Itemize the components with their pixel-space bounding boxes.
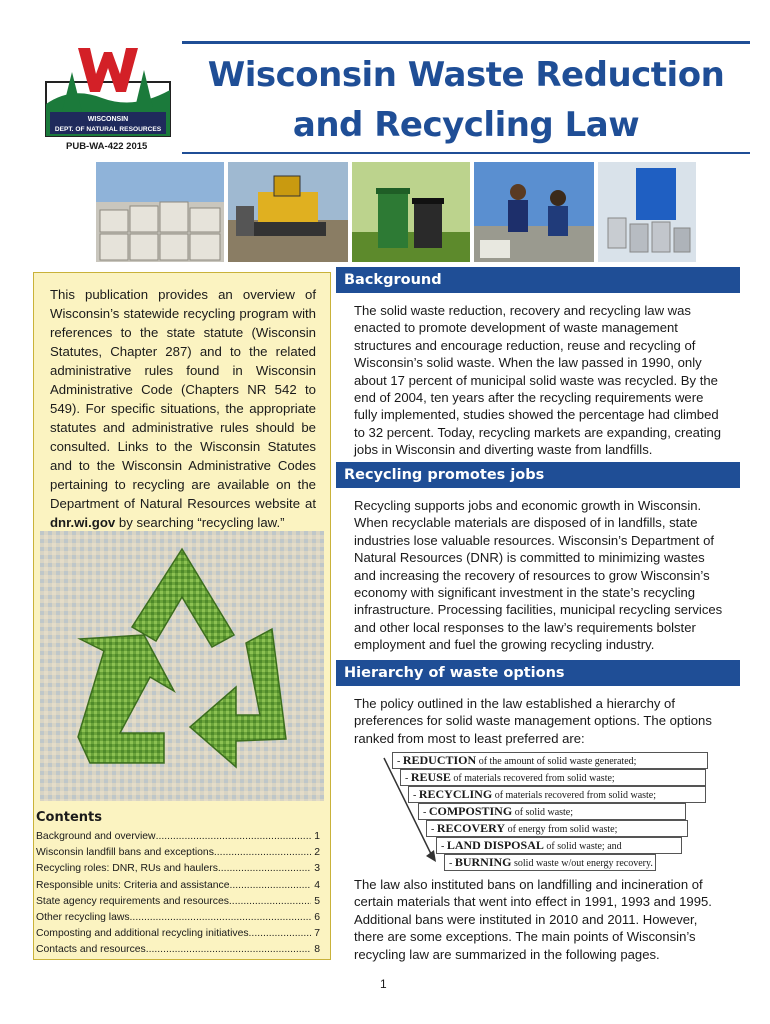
contents-label: State agency requirements and resources: [36, 895, 229, 907]
hierarchy-heading: Hierarchy of waste options: [336, 660, 740, 686]
intro-text: [50, 285, 316, 532]
contents-item[interactable]: [36, 942, 320, 958]
contents-page: 2: [314, 847, 320, 859]
contents-page: 8: [314, 944, 320, 956]
contents-page: 6: [314, 912, 320, 924]
jobs-body: Recycling supports jobs and economic growth in Wisconsin. When recyclable materials are disposed of in landfills, state industries lose valuable resources. Wisconsin’s Department of Natural Resources (DNR) is committed to minimizing wastes and increasing the recovery of resources to grow Wisconsin’s economy with significant investment in the state’s recycling infrastructure. Processing facilities, municipal recycling services and other local responses to the law’s requirements bolster employment and fuel the growing recycling industry.: [354, 498, 723, 653]
hierarchy-level: - RECOVERY of energy from solid waste;: [426, 820, 688, 837]
dnr-logo: [42, 42, 174, 138]
baled-recyclables-photo: [96, 162, 224, 262]
hierarchy-level: - LAND DISPOSAL of solid waste; and: [436, 837, 682, 854]
contents-item[interactable]: [36, 894, 320, 910]
recycle-symbol-icon: [40, 531, 324, 801]
level-key: LAND DISPOSAL: [446, 838, 544, 852]
level-key: RECOVERY: [436, 821, 506, 835]
intro-text-end: by searching “recycling law.”: [115, 515, 285, 530]
level-desc: of materials recovered from solid waste;: [453, 773, 615, 784]
contents-item[interactable]: [36, 878, 320, 894]
level-desc: of solid waste;: [514, 807, 574, 818]
contents-item[interactable]: [36, 845, 320, 861]
contents-item[interactable]: [36, 861, 320, 877]
background-body: The solid waste reduction, recovery and recycling law was enacted to promote development of waste management structures and encourage reduction, reuse and recycling of Wisconsin’s solid waste. When the law passed in 1990, only about 17 percent of municipal solid waste was recycled. By the end of 2004, ten years after the recycling requirements were fully implemented, studies showed the percentage had climbed to 32 percent. Today, recycling markets are expanding, creating jobs in Wisconsin and diverting waste from landfills.: [354, 303, 722, 458]
level-desc: of solid waste; and: [546, 841, 622, 852]
leader-dots: [229, 894, 311, 910]
contents-page: 1: [314, 831, 320, 842]
contents-label: Background and overview: [36, 831, 156, 842]
title-line-1: Wisconsin Waste Reduction: [207, 55, 725, 95]
hierarchy-level: - REDUCTION of the amount of solid waste generated;: [392, 752, 708, 769]
recycling-workers-photo: [474, 162, 594, 262]
svg-text:DEPT. OF NATURAL RESOURCES: DEPT. OF NATURAL RESOURCES: [54, 126, 162, 133]
hierarchy-closing: The law also instituted bans on landfilling and incineration of certain materials that went into effect in 1991, 1993 and 1995. Additional bans were instituted in 2010 and 2011. However, there are some exceptions. The main points of Wisconsin’s recycling law are summarized in the following pages.: [354, 877, 712, 962]
pub-number: PUB-WA-422 2015: [66, 141, 148, 152]
contents-label: Wisconsin landfill bans and exceptions: [36, 847, 214, 859]
hierarchy-level: - BURNING solid waste w/out energy recovery.: [444, 854, 656, 871]
leader-dots: [146, 942, 311, 958]
level-desc: of the amount of solid waste generated;: [478, 756, 637, 767]
level-key: RECYCLING: [418, 787, 493, 801]
landfill-bulldozer-photo: [228, 162, 348, 262]
leader-dots: [218, 861, 311, 877]
contents-page: 3: [314, 863, 320, 875]
waste-hierarchy: [380, 752, 720, 872]
leader-dots: [156, 829, 312, 845]
contents-label: Recycling roles: DNR, RUs and haulers: [36, 863, 218, 875]
title-line-2: and Recycling Law: [292, 105, 640, 145]
level-key: COMPOSTING: [428, 804, 513, 818]
contents-page: 4: [314, 879, 320, 891]
leader-dots: [130, 910, 312, 926]
title-rule-top: [182, 41, 750, 44]
contents-item[interactable]: [36, 829, 320, 845]
contents-item[interactable]: [36, 910, 320, 926]
contents-item[interactable]: [36, 926, 320, 942]
level-desc: of materials recovered from solid waste;: [494, 790, 657, 801]
photo-strip: [96, 162, 696, 262]
hierarchy-body: The policy outlined in the law established a hierarchy of preferences for solid waste management options. The options ranked from most to least preferred are:: [354, 696, 712, 746]
contents-title: Contents: [36, 810, 102, 825]
intro-text-start: This publication provides an overview of Wisconsin’s statewide recycling program with references to the state statute (Wisconsin Statutes, Chapter 287) and to the related administrative rules found in Wisconsin Administrative Code (Chapters NR 542 to 549). For specific situations, the appropriate statutes and administrative rules should be consulted. Links to the Wisconsin Statutes and to the Wisconsin Administrative Codes pertaining to recycling are available on the Department of Natural Resources website at: [50, 287, 316, 511]
contents-list: [36, 829, 320, 959]
hierarchy-level: - REUSE of materials recovered from solid waste;: [400, 769, 706, 786]
level-desc: of energy from solid waste;: [507, 824, 618, 835]
svg-text:WISCONSIN: WISCONSIN: [87, 116, 129, 123]
recycling-carts-photo: [352, 162, 470, 262]
hierarchy-level: - COMPOSTING of solid waste;: [418, 803, 686, 820]
page-number: 1: [380, 977, 387, 991]
contents-page: 7: [314, 928, 320, 940]
intro-box: [33, 272, 331, 960]
contents-page: 5: [314, 895, 320, 907]
jobs-heading: Recycling promotes jobs: [336, 462, 740, 488]
contents-label: Other recycling laws: [36, 912, 130, 924]
dnr-website-link[interactable]: dnr.wi.gov: [50, 515, 116, 530]
page-title: [182, 50, 750, 150]
background-heading: Background: [336, 267, 740, 293]
leader-dots: [249, 926, 312, 942]
leader-dots: [229, 878, 311, 894]
contents-label: Contacts and resources: [36, 944, 146, 956]
contents-label: Composting and additional recycling initiatives: [36, 928, 249, 940]
level-key: REUSE: [410, 770, 451, 784]
level-key: BURNING: [454, 855, 512, 869]
level-desc: solid waste w/out energy recovery.: [514, 858, 653, 869]
hierarchy-level: - RECYCLING of materials recovered from solid waste;: [408, 786, 706, 803]
recycling-bin-cans-photo: [598, 162, 696, 262]
leader-dots: [214, 845, 311, 861]
title-rule-bottom: [182, 152, 750, 154]
contents-label: Responsible units: Criteria and assistance: [36, 879, 230, 891]
level-key: REDUCTION: [402, 753, 477, 767]
